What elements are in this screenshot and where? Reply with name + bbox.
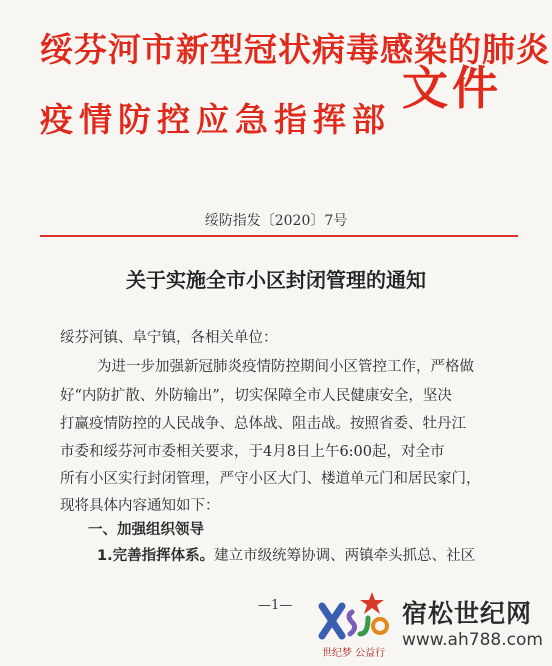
document-type-label: 文件 bbox=[402, 61, 502, 115]
body-line: 市委和绥芬河市委相关要求，于4月8日上午6:00起，对全市 bbox=[60, 444, 445, 460]
notice-title: 关于实施全市小区封闭管理的通知 bbox=[126, 268, 426, 292]
addressee: 绥芬河镇、阜宁镇，各相关单位： bbox=[60, 330, 278, 346]
issuer-name-line1: 绥芬河市新型冠状病毒感染的肺炎 bbox=[40, 30, 550, 69]
item-1-head: 1.完善指挥体系。 bbox=[97, 548, 215, 564]
issuer-name-line2: 疫情防控应急指挥部 bbox=[40, 100, 391, 139]
site-name: 宿松世纪网 bbox=[402, 599, 533, 628]
body-line: 所有小区实行封闭管理，严守小区大门、楼道单元门和居民家门， bbox=[60, 471, 481, 487]
body-line: 现将具体内容通知如下： bbox=[60, 498, 220, 514]
body-line: 为进一步加强新冠肺炎疫情防控期间小区管控工作，严格做 bbox=[97, 359, 474, 375]
body-line: 好“内防扩散、外防输出”，切实保障全市人民健康安全，坚决 bbox=[60, 388, 452, 404]
site-slogan: 世纪梦 公益行 bbox=[322, 648, 386, 659]
page-number: —1— bbox=[258, 598, 293, 613]
site-url: www.ah788.com bbox=[402, 630, 543, 650]
item-1-text: 建立市级统筹协调、两镇牵头抓总、社区 bbox=[214, 548, 476, 564]
document-number: 绥防指发〔2020〕7号 bbox=[204, 213, 348, 229]
site-logo-icon bbox=[318, 590, 402, 646]
body-line: 打赢疫情防控的人民战争、总体战、阻击战。按照省委、牡丹江 bbox=[60, 416, 466, 432]
item-1 bbox=[97, 544, 475, 565]
site-watermark bbox=[318, 590, 552, 666]
red-divider bbox=[40, 235, 518, 237]
section-heading: 一、加强组织领导 bbox=[88, 522, 204, 538]
